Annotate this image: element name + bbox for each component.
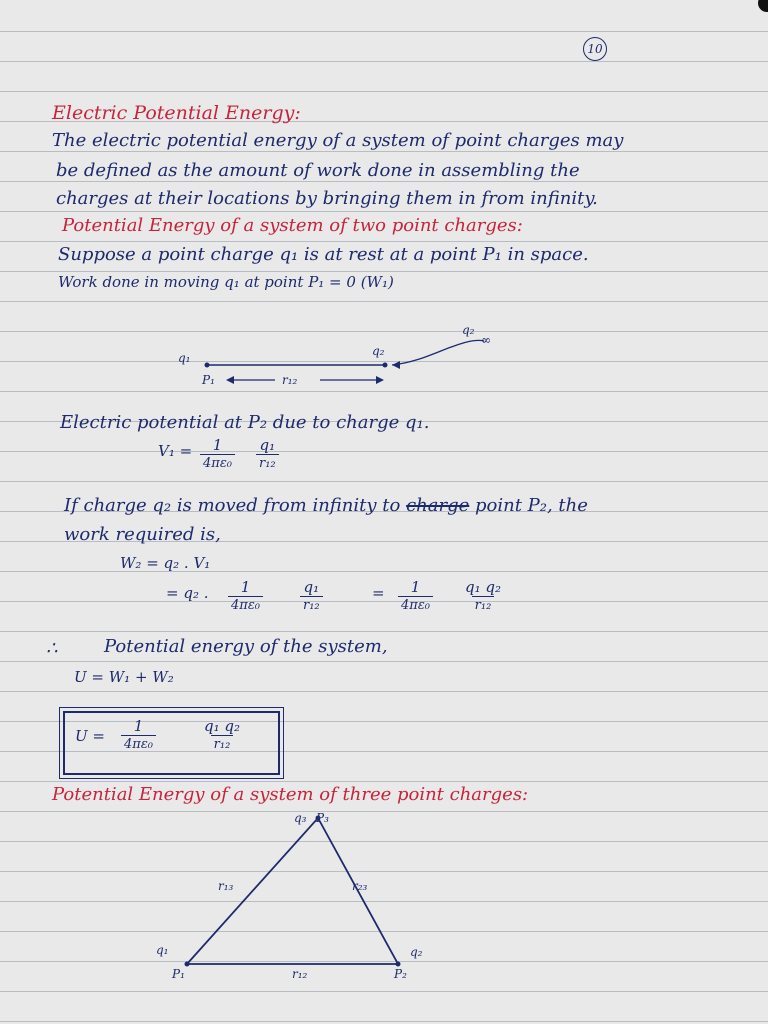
label-p1: P₁ [202,373,215,387]
suppose-line: Suppose a point charge q₁ is at rest at a point P₁ in space. [58,244,589,265]
heading-two-point-charges: Potential Energy of a system of two point charges: [62,215,523,236]
v1-lhs: V₁ = [158,442,193,460]
w2-den4: r₁₂ [472,596,495,612]
therefore-symbol: ∴ [46,638,58,659]
pe-system: Potential energy of the system, [104,636,388,657]
label-triangle-q2: q₂ [410,945,423,959]
work-required: work required is, [64,524,221,545]
intro-line-3: charges at their locations by bringing them in from infinity. [56,188,598,209]
u-sum: U = W₁ + W₂ [74,668,174,686]
label-p3: P₃ [316,811,329,825]
label-r13: r₁₃ [218,879,234,893]
label-triangle-p2: P₂ [394,967,407,981]
u-boxed-den1: 4πε₀ [121,735,156,751]
heading-electric-potential-energy: Electric Potential Energy: [52,102,301,124]
w2-eq2: = [372,584,385,602]
u-boxed-lhs: U = [75,727,105,745]
v1-num2: q₁ [259,436,276,454]
label-r12: r₁₂ [282,373,298,387]
page-number: 10 [583,37,607,61]
w2-num4: q₁ q₂ [465,578,501,596]
w2-den1: 4πε₀ [228,596,263,612]
if-line-after: point P₂, the [475,495,588,516]
u-boxed-den2: r₁₂ [211,735,234,751]
intro-line-2: be defined as the amount of work done in assembling the [56,160,580,181]
vertex-p2 [396,962,401,967]
label-q1: q₁ [178,351,191,365]
w2-eq: = q₂ . [166,584,209,602]
w2-num1: 1 [240,578,251,596]
vertex-p1 [185,962,190,967]
label-r23: r₂₃ [352,879,368,893]
u-boxed-num2: q₁ q₂ [204,717,240,735]
w2-num3: 1 [410,578,421,596]
w2-line1: W₂ = q₂ . V₁ [120,554,211,572]
v1-den2: r₁₂ [256,454,279,470]
potential-caption: Electric potential at P₂ due to charge q₁. [60,412,430,433]
w2-den2: r₁₂ [300,596,323,612]
label-q3: q₃ [294,811,307,825]
label-triangle-p1: P₁ [172,967,185,981]
label-q2: q₂ [372,344,385,358]
work-line: Work done in moving q₁ at point P₁ = 0 (W₁) [58,273,394,291]
u-boxed-num1: 1 [133,717,144,735]
label-triangle-r12: r₁₂ [292,967,308,981]
w2-den3: 4πε₀ [398,596,433,612]
w2-num2: q₁ [303,578,320,596]
intro-line-1: The electric potential energy of a system of point charges may [52,130,624,151]
v1-num1: 1 [212,436,223,454]
label-triangle-q1: q₁ [156,943,169,957]
heading-three-point-charges: Potential Energy of a system of three point charges: [52,784,529,805]
label-q2-top: q₂ [462,323,475,337]
if-line-before: If charge q₂ is moved from infinity to [64,495,401,516]
v1-den1: 4πε₀ [200,454,235,470]
if-line-struck: charge [406,495,470,516]
label-infinity: ∞ [481,333,491,347]
